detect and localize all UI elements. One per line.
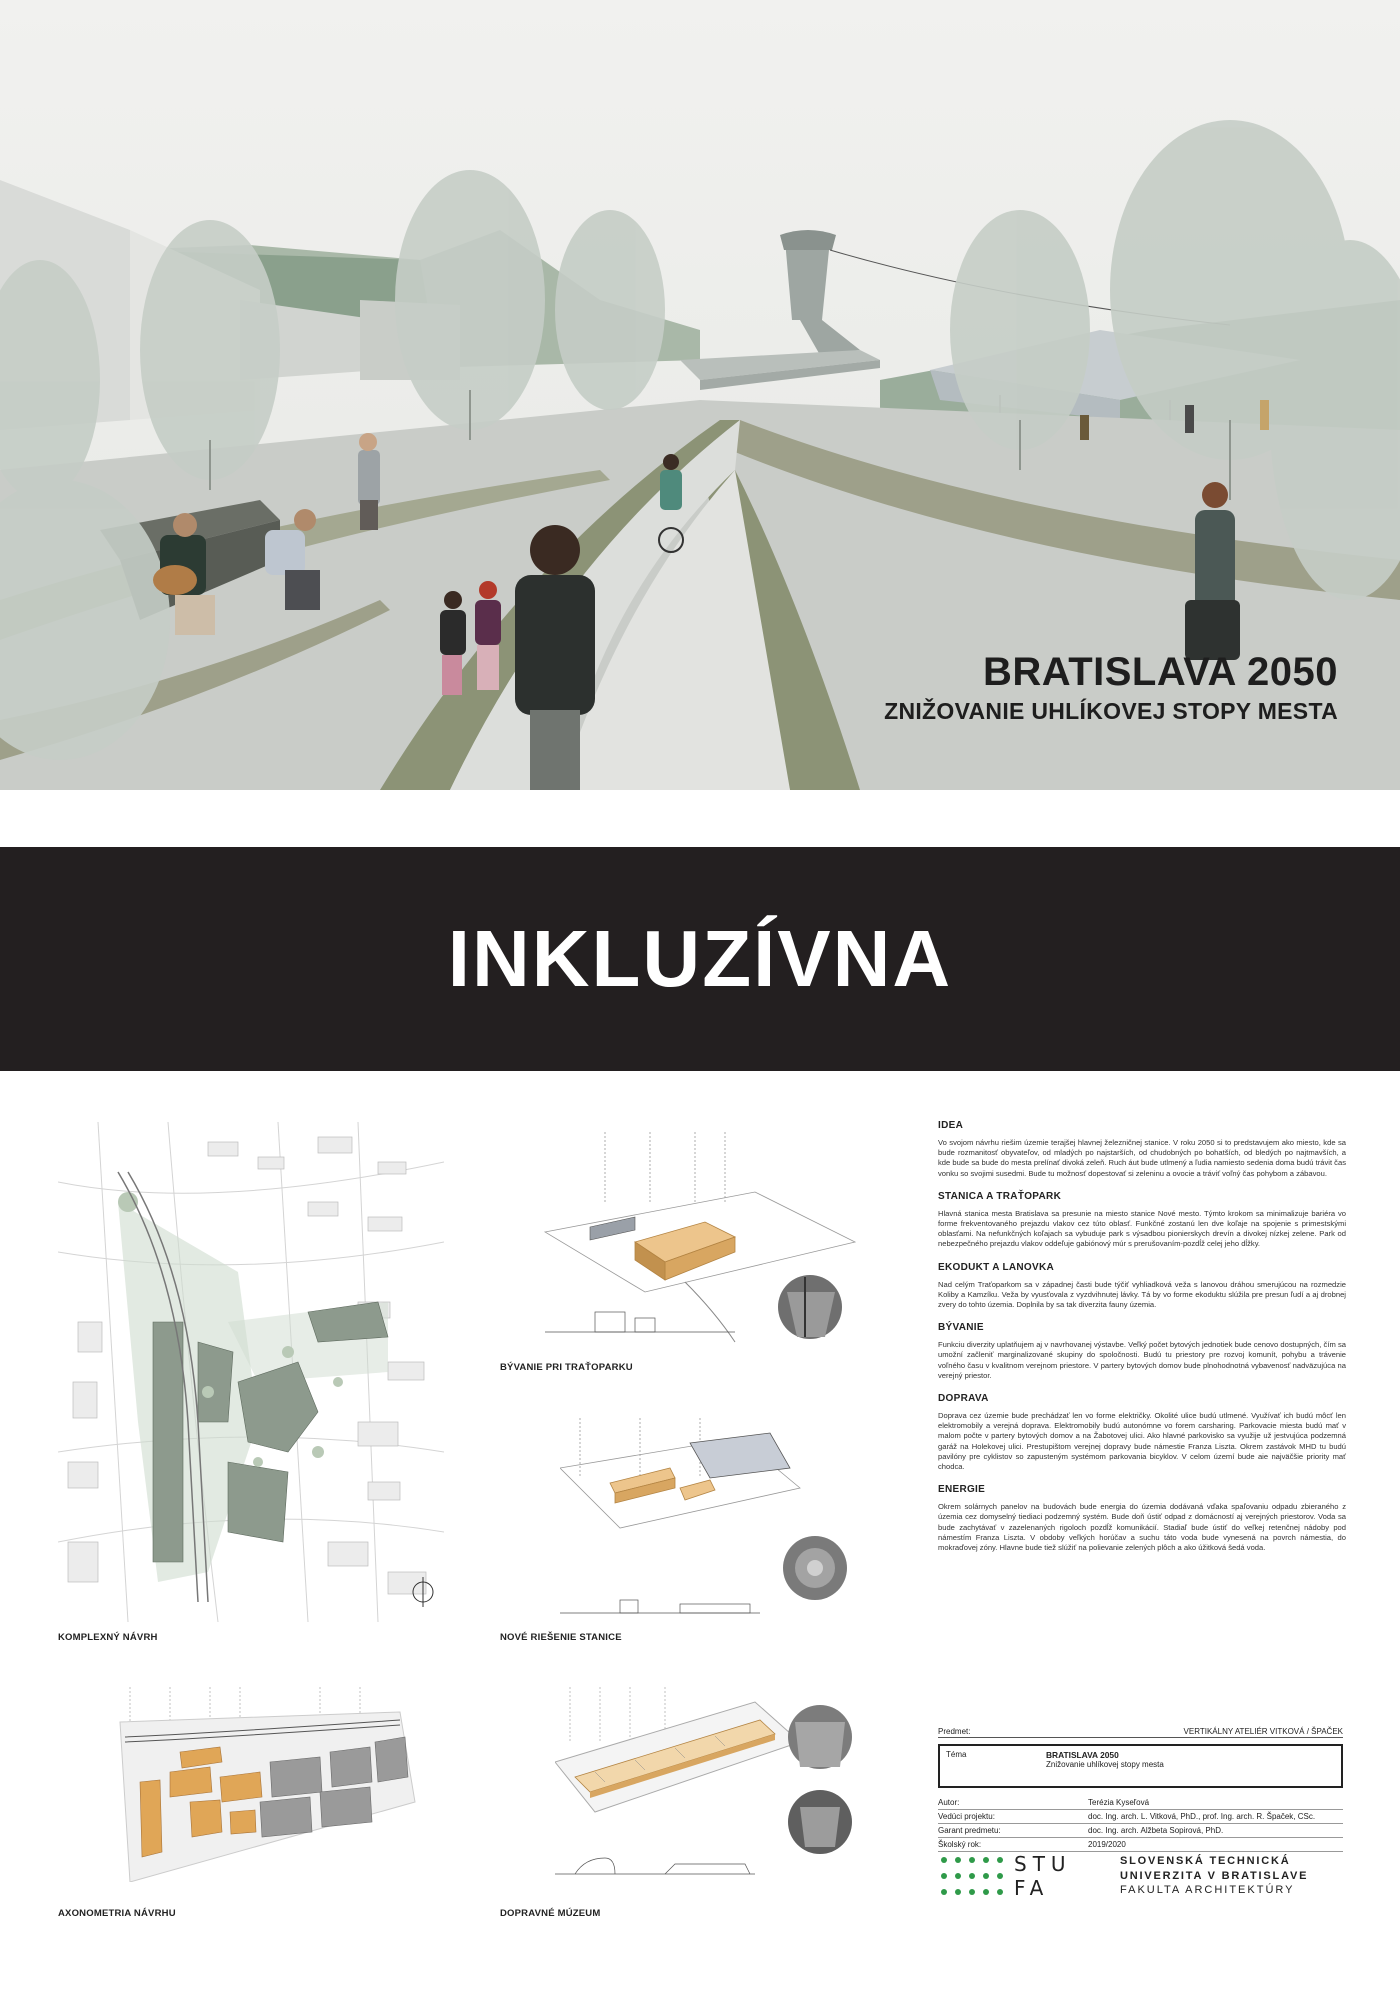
hero-illustration <box>0 0 1400 790</box>
section-idea <box>938 1120 1346 1179</box>
predmet-value: VERTIKÁLNY ATELIÉR VITKOVÁ / ŠPAČEK <box>1183 1727 1343 1736</box>
housing-axo-drawing <box>535 1122 865 1352</box>
section-text: Vo svojom návrhu riešim územie terajšej hlavnej železničnej stanice. V roku 2050 si to predstavujem ako miesto, kde sa bude rozmanitosť obyvateľov, od mladých po najstarších, od chudobných po bohatších, od bledých po najtmavších, a kde bude sa bude do mesta prelínať divoká zeleň. Ruch áut bude utlmený a ľudia namiesto sedenia doma budú trávit čas vonku so svojimi susedmi. Bude tu možnosť dopestovať si zeleninu a ovocie a tráviť voľný čas pohybom a zábavou. <box>938 1138 1346 1178</box>
section-energie <box>938 1484 1346 1553</box>
meta-row <box>938 1796 1343 1810</box>
meta-key: Autor: <box>938 1798 960 1807</box>
meta-value: doc. Ing. arch. Alžbeta Sopirová, PhD. <box>1088 1826 1224 1835</box>
section-stanica <box>938 1191 1346 1250</box>
university-line-2: UNIVERZITA V BRATISLAVE <box>1120 1870 1309 1882</box>
section-text: Nad celým Traťoparkom sa v západnej časti bude týčiť vyhliadková veža s lanovou dráhou smerujúcou na rozmedzie Koliby a Kamzíku. Veža by vyusťovala z vyzdvihnutej lávky. Tá by vo forme ekoduktu slúžila pre presun ľudí a aj drobnej zvery do tohto územia. Doplnila by sa tak diverzita fauny územia. <box>938 1279 1346 1310</box>
meta-key: Garant predmetu: <box>938 1826 1001 1835</box>
caption-axonometria: AXONOMETRIA NÁVRHU <box>58 1908 176 1919</box>
tema-box <box>938 1744 1343 1788</box>
section-ekodukt <box>938 1262 1346 1311</box>
meta-value: 2019/2020 <box>1088 1840 1126 1849</box>
meta-key: Vedúci projektu: <box>938 1812 995 1821</box>
section-heading: IDEA <box>938 1120 964 1131</box>
meta-rows <box>938 1796 1343 1852</box>
caption-muzeum: DOPRAVNÉ MÚZEUM <box>500 1908 601 1919</box>
section-text: Okrem solárnych panelov na budovách bude energia do územia dodávaná vďaka spaľovaniu odpadu zbieraného z územia cez domyselný tiediaci podzemný systém. Bude doň ústiť odpad z domácností aj verejných priestorov. Voda sa bude zachytávať v zazelenaných rigoloch pozdĺž komunikácií. Stadiaľ bude ústiť do veľkej retenčnej nádoby pod námestím Franza Liszta. V obdoby veľkých horúčav a suchu táto voda bude vynesená na povrch námestia, do mokraďovej zóny. Hlavne bude tiež slúžiť na polievanie zelených plôch a ako úžitková šedá voda. <box>938 1502 1346 1553</box>
tema-value <box>1046 1750 1164 1782</box>
caption-komplexny-navrh: KOMPLEXNÝ NÁVRH <box>58 1632 158 1643</box>
caption-byvanie: BÝVANIE PRI TRAŤOPARKU <box>500 1362 633 1373</box>
museum-drawing <box>555 1682 860 1887</box>
section-doprava <box>938 1393 1346 1472</box>
logo-stu-text: STU <box>1014 1852 1072 1876</box>
project-info-table <box>938 1726 1343 1852</box>
logo-dots-icon <box>940 1856 1006 1900</box>
section-heading: STANICA A TRAŤOPARK <box>938 1190 1062 1202</box>
tema-subtitle: Znižovanie uhlíkovej stopy mesta <box>1046 1760 1164 1769</box>
logo-stu <box>1014 1852 1072 1900</box>
faculty-name: FAKULTA ARCHITEKTÚRY <box>1120 1884 1295 1896</box>
station-drawing <box>560 1408 860 1633</box>
stu-fa-logo <box>940 1850 1345 1910</box>
axonometry-drawing <box>110 1682 420 1882</box>
hero-title-block <box>884 650 1338 726</box>
meta-value: Terézia Kyseľová <box>1088 1798 1150 1807</box>
predmet-row <box>938 1726 1343 1738</box>
tema-label: Téma <box>946 1750 967 1759</box>
section-text: Doprava cez územie bude prechádzať len vo forme električky. Okolité ulice budú utlmené. Využívať ich budú môcť len elektromobily a verejná doprava. Elektromobily budú autonómne vo forem carsharing. Parkovacie miesta budú mať v malom počte v partery bytových domov a na Žabotovej ulici. Ako hlavné parkovisko sa využije už jestvujúca podzemná garáž na Holekovej ulici. Prestupištom verejnej dopravy bude námestie Franza Liszta. Okrem zastávok MHD tu budú pavilóny pre cyklistov so zapusteným systémom parkovania bicyklov. V celom území bude aie najväčšie priority mať chodca. <box>938 1411 1346 1472</box>
university-line-1: SLOVENSKÁ TECHNICKÁ <box>1120 1855 1291 1867</box>
logo-fa-text: FA <box>1014 1876 1050 1900</box>
section-heading: EKODUKT A LANOVKA <box>938 1261 1055 1273</box>
section-byvanie <box>938 1322 1346 1381</box>
tema-title: BRATISLAVA 2050 <box>1046 1750 1119 1760</box>
meta-row <box>938 1824 1343 1838</box>
meta-value: doc. Ing. arch. L. Vitková, PhD., prof. Ing. arch. R. Špaček, CSc. <box>1088 1812 1316 1821</box>
meta-row <box>938 1810 1343 1824</box>
project-title: BRATISLAVA 2050 <box>983 650 1338 694</box>
section-text: Funkciu diverzity uplatňujem aj v navrhovanej výstavbe. Veľký počet bytových jednotiek bude cenovo dostupných, čím sa umožní začleniť marginalizované skupiny do spoločnosti. Budú tu priestory pre rozvoj komunít, pohybu a trávenie voľného času v kvalitnom verejnom priestore. V partery bytových domov bude plnohodnotná vybavenosť nadväzujúca na verejný priestor. <box>938 1340 1346 1380</box>
section-text: Hlavná stanica mesta Bratislava sa presunie na miesto stanice Nové mesto. Týmto krokom sa minimalizuje bariéra vo forme frekventovaného prejazdu vlakov cez túto oblasť. Funkčné zostanú len dve koľaje na spojenie s primestskými oblasťami. Na nefunkčných koľajach sa vybuduje park s výsadbou pionierskych drevín a divokej nízkej zelene. Park od nebezpečného prejazdu vlakov oddeľuje gabiónový múr s prerušovaním-pozdĺž celej jeho dĺžky. <box>938 1208 1346 1249</box>
project-subtitle: ZNIŽOVANIE UHLÍKOVEJ STOPY MESTA <box>884 698 1338 724</box>
site-plan-drawing <box>58 1122 444 1622</box>
section-heading: BÝVANIE <box>938 1322 984 1334</box>
caption-stanica: NOVÉ RIEŠENIE STANICE <box>500 1632 622 1643</box>
section-heading: ENERGIE <box>938 1484 986 1496</box>
description-column <box>938 1120 1346 1565</box>
theme-title: INKLUZÍVNA <box>447 914 953 1003</box>
theme-banner <box>0 847 1400 1071</box>
section-heading: DOPRAVA <box>938 1393 989 1405</box>
university-name <box>1120 1854 1308 1884</box>
meta-key: Školský rok: <box>938 1840 982 1849</box>
predmet-label: Predmet: <box>938 1727 971 1736</box>
